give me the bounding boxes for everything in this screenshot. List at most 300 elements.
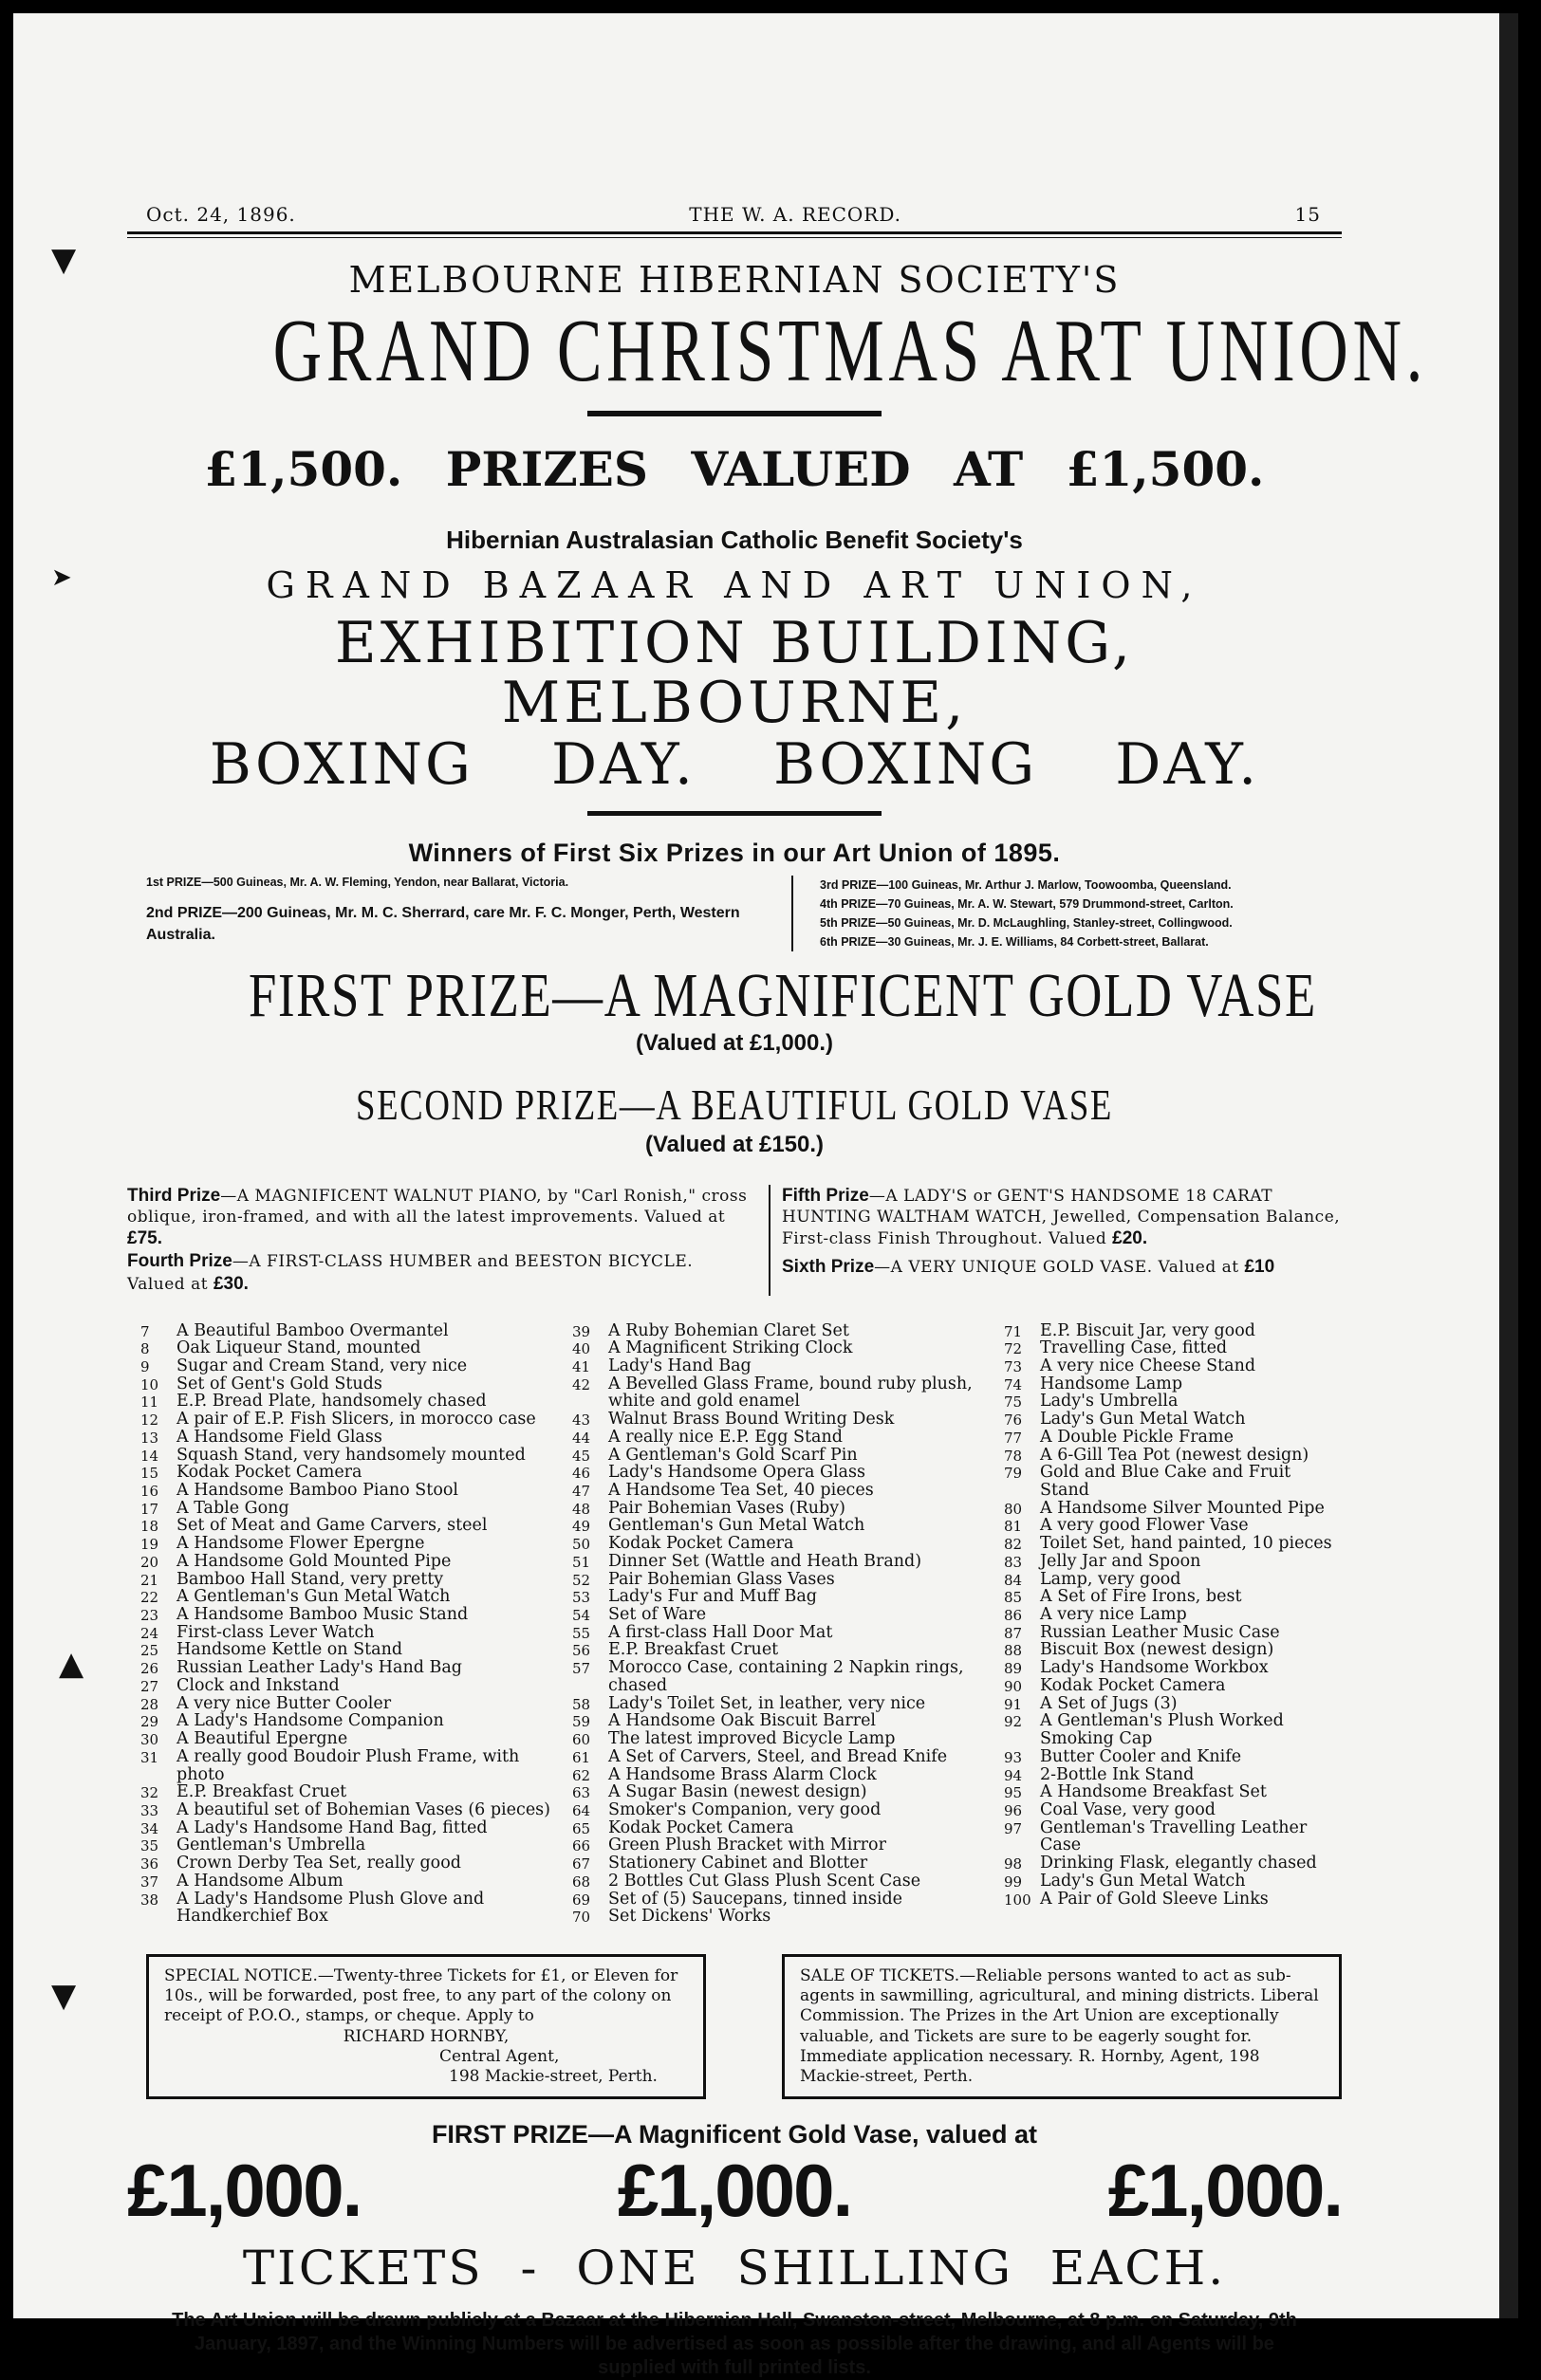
fifth-prize-label: Fifth Prize	[782, 1186, 869, 1207]
prize-item	[572, 1375, 994, 1411]
prize-item-number: 26	[140, 1660, 159, 1678]
prize-item-text: Pair Bohemian Vases (Ruby)	[608, 1498, 845, 1518]
prize-item-text: Lady's Handsome Workbox	[1040, 1658, 1269, 1678]
prize-item-text: Travelling Case, fitted	[1040, 1338, 1228, 1358]
society-title: MELBOURNE HIBERNIAN SOCIETY'S	[348, 259, 1121, 301]
prize-item-number: 87	[1004, 1624, 1023, 1642]
prize-item-text: A Set of Fire Irons, best	[1040, 1587, 1242, 1607]
prize-item-text: Set Dickens' Works	[608, 1907, 771, 1927]
prize-item-number: 10	[140, 1375, 159, 1393]
prize-item-number: 54	[572, 1607, 591, 1625]
prize-item	[572, 1339, 994, 1357]
prize-item-number: 18	[140, 1518, 159, 1536]
prize-item-text: A Gentleman's Plush Worked Smoking Cap	[1040, 1711, 1284, 1749]
prize-item	[140, 1517, 563, 1535]
boxing-day-line: BOXING DAY. BOXING DAY.	[209, 731, 1260, 798]
prize-item-text: Lady's Hand Bag	[608, 1356, 752, 1375]
prize-item-number: 38	[140, 1891, 159, 1909]
prize-item-text: Drinking Flask, elegantly chased	[1040, 1854, 1317, 1873]
prize-item	[140, 1482, 563, 1500]
prize-item-number: 69	[572, 1891, 591, 1909]
prize-item-text: A beautiful set of Bohemian Vases (6 pieces)	[176, 1799, 550, 1819]
winner-fourth: 4th PRIZE—70 Guineas, Mr. A. W. Stewart, 579 Drummond-street, Carlton.	[820, 897, 1234, 911]
main-title: GRAND CHRISTMAS ART UNION.	[272, 302, 1428, 400]
prize-item-number: 36	[140, 1855, 159, 1873]
prize-item-text: A Set of Carvers, Steel, and Bread Knife	[608, 1746, 948, 1766]
prize-item-number: 89	[1004, 1660, 1023, 1678]
prize-item	[572, 1482, 994, 1500]
prize-item	[1004, 1624, 1332, 1642]
prize-item-number: 17	[140, 1500, 159, 1518]
prize-item	[140, 1571, 563, 1589]
prize-item-text: A Gentleman's Gold Scarf Pin	[608, 1445, 858, 1465]
prize-item-text: A Pair of Gold Sleeve Links	[1040, 1889, 1269, 1909]
prize-item-text: Kodak Pocket Camera	[608, 1817, 794, 1837]
prize-item-text: A Bevelled Glass Frame, bound ruby plush, white and gold enamel	[608, 1374, 973, 1411]
prize-item-number: 100	[1004, 1891, 1031, 1909]
prize-item	[140, 1535, 563, 1553]
prize-item-text: Gentleman's Umbrella	[176, 1836, 366, 1855]
prize-item	[140, 1641, 563, 1659]
prize-item	[572, 1500, 994, 1518]
prize-item-text: Gentleman's Travelling Leather Case	[1040, 1817, 1308, 1855]
prize-item	[572, 1766, 994, 1784]
prize-item-number: 58	[572, 1695, 591, 1713]
prize-item-text: Lady's Handsome Opera Glass	[608, 1463, 865, 1483]
third-prize-text: —A MAGNIFICENT WALNUT PIANO, by "Carl Ronish," cross oblique, iron-framed, and with all the latest improvements. Valued at	[127, 1187, 748, 1227]
items-column-3	[1004, 1322, 1342, 1926]
prize-item-number: 31	[140, 1748, 159, 1766]
prize-item	[140, 1873, 563, 1891]
prize-item	[572, 1801, 994, 1819]
items-column-1	[127, 1322, 572, 1926]
prize-item	[572, 1429, 994, 1447]
prize-item	[572, 1464, 994, 1482]
prize-item	[1004, 1748, 1332, 1766]
benefit-society: Hibernian Australasian Catholic Benefit Society's	[446, 526, 1023, 554]
prize-item	[1004, 1677, 1332, 1695]
prize-item-number: 92	[1004, 1713, 1023, 1731]
divider	[587, 811, 882, 816]
prize-item-text: First-class Lever Watch	[176, 1622, 375, 1642]
prize-item	[1004, 1588, 1332, 1606]
prize-item	[140, 1411, 563, 1429]
exhibition-title: EXHIBITION BUILDING, MELBOURNE,	[334, 610, 1135, 736]
sale-of-tickets-notice	[782, 1954, 1342, 2100]
prize-item-text: Squash Stand, very handsomely mounted	[176, 1445, 526, 1465]
prize-item	[1004, 1783, 1332, 1801]
prize-item-text: A pair of E.P. Fish Slicers, in morocco case	[176, 1410, 536, 1430]
prize-item	[140, 1659, 563, 1677]
prize-item-number: 81	[1004, 1518, 1023, 1536]
prize-item-text: Smoker's Companion, very good	[608, 1799, 882, 1819]
fifth-prize	[782, 1185, 1342, 1250]
prize-item	[572, 1588, 994, 1606]
prize-item-number: 85	[1004, 1589, 1023, 1607]
prize-item	[1004, 1891, 1332, 1909]
prize-item-number: 65	[572, 1819, 591, 1837]
prize-item	[140, 1339, 563, 1357]
prize-item-number: 96	[1004, 1801, 1023, 1819]
third-prize	[127, 1185, 755, 1250]
prize-item-text: A very good Flower Vase	[1040, 1516, 1249, 1536]
prize-item-text: E.P. Breakfast Cruet	[176, 1782, 347, 1802]
prize-item-number: 72	[1004, 1340, 1023, 1358]
prize-item-text: Kodak Pocket Camera	[1040, 1675, 1226, 1695]
amount-text: £1,000.	[1107, 2149, 1342, 2233]
prize-item-text: A Lady's Handsome Plush Glove and Handkerchief Box	[176, 1889, 485, 1927]
prize-item-text: Kodak Pocket Camera	[608, 1534, 794, 1554]
prize-item-number: 52	[572, 1571, 591, 1589]
prize-item-text: Walnut Brass Bound Writing Desk	[608, 1410, 895, 1430]
amount-text: £1,000.	[617, 2149, 852, 2233]
prize-item	[140, 1730, 563, 1748]
prize-item-number: 30	[140, 1731, 159, 1749]
prize-item-text: A very nice Lamp	[1040, 1605, 1187, 1625]
prize-item-number: 77	[1004, 1429, 1023, 1447]
prize-item	[572, 1712, 994, 1730]
sixth-prize	[782, 1256, 1342, 1279]
prize-item	[572, 1553, 994, 1571]
tickets-price: TICKETS - ONE SHILLING EACH.	[242, 2241, 1227, 2297]
prize-item-text: A Gentleman's Gun Metal Watch	[176, 1587, 451, 1607]
prize-item	[1004, 1873, 1332, 1891]
prize-item-number: 98	[1004, 1855, 1023, 1873]
prize-item-number: 59	[572, 1713, 591, 1731]
header-paper-title: THE W. A. RECORD.	[689, 203, 902, 226]
prize-item-text: Pair Bohemian Glass Vases	[608, 1569, 835, 1589]
prize-item	[1004, 1712, 1332, 1747]
prize-item-text: Handsome Lamp	[1040, 1374, 1183, 1393]
bazaar-title: GRAND BAZAAR AND ART UNION,	[266, 564, 1203, 606]
third-prize-label: Third Prize	[127, 1186, 221, 1207]
prize-item-text: E.P. Breakfast Cruet	[608, 1640, 779, 1660]
prize-item-text: Russian Leather Music Case	[1040, 1622, 1280, 1642]
prize-item-number: 97	[1004, 1819, 1023, 1837]
prize-item-text: A Handsome Gold Mounted Pipe	[176, 1551, 452, 1571]
prize-item-text: A Magnificent Striking Clock	[608, 1338, 853, 1358]
agent-address: 198 Mackie-street, Perth.	[449, 2067, 658, 2087]
prize-item-text: A Beautiful Bamboo Overmantel	[176, 1320, 449, 1340]
prize-item-number: 82	[1004, 1536, 1023, 1554]
prize-item-number: 16	[140, 1483, 159, 1501]
prize-item	[1004, 1535, 1332, 1553]
prize-item	[140, 1588, 563, 1606]
prize-item-text: A Set of Jugs (3)	[1040, 1693, 1178, 1713]
prize-item	[572, 1873, 994, 1891]
prize-item-number: 94	[1004, 1766, 1023, 1784]
prize-item-text: A Table Gong	[176, 1498, 289, 1518]
prize-item	[572, 1659, 994, 1694]
first-prize-value: (Valued at £1,000.)	[635, 1030, 834, 1057]
prize-item-number: 22	[140, 1589, 159, 1607]
prize-item-number: 40	[572, 1340, 591, 1358]
prize-item	[140, 1464, 563, 1482]
prize-item-number: 45	[572, 1447, 591, 1465]
prize-item-text: Oak Liqueur Stand, mounted	[176, 1338, 421, 1358]
prize-item	[140, 1748, 563, 1783]
prize-item	[140, 1836, 563, 1854]
prize-item	[1004, 1429, 1332, 1447]
prize-item-number: 90	[1004, 1677, 1023, 1695]
prize-item-text: A Lady's Handsome Companion	[176, 1711, 444, 1731]
prize-item	[140, 1783, 563, 1801]
prize-item	[572, 1783, 994, 1801]
prize-item	[1004, 1517, 1332, 1535]
prize-item-number: 55	[572, 1624, 591, 1642]
prize-item-number: 80	[1004, 1500, 1023, 1518]
second-prize-title: SECOND PRIZE—A BEAUTIFUL GOLD VASE	[356, 1080, 1113, 1130]
prize-item	[572, 1624, 994, 1642]
winners-left	[127, 876, 791, 951]
prize-item-number: 24	[140, 1624, 159, 1642]
prize-item	[1004, 1695, 1332, 1713]
prize-item-text: Kodak Pocket Camera	[176, 1463, 362, 1483]
prize-item-text: Russian Leather Lady's Hand Bag	[176, 1658, 462, 1678]
prize-item-text: Set of Gent's Gold Studs	[176, 1374, 382, 1393]
prize-item	[140, 1624, 563, 1642]
prize-item-text: A Handsome Bamboo Piano Stool	[176, 1481, 458, 1501]
prize-item-text: A Handsome Brass Alarm Clock	[608, 1764, 877, 1784]
prize-item	[140, 1429, 563, 1447]
header-rule	[127, 231, 1342, 238]
prize-item-text: E.P. Biscuit Jar, very good	[1040, 1320, 1255, 1340]
prize-item-number: 57	[572, 1660, 591, 1678]
other-prizes	[127, 1185, 1342, 1295]
prize-item-number: 71	[1004, 1322, 1023, 1340]
prize-item	[1004, 1375, 1332, 1393]
prize-item	[1004, 1659, 1332, 1677]
prize-item-text: Lady's Toilet Set, in leather, very nice	[608, 1693, 926, 1713]
prize-item-text: A Handsome Flower Epergne	[176, 1534, 425, 1554]
prize-item	[140, 1712, 563, 1730]
prize-item-number: 95	[1004, 1784, 1023, 1802]
prize-item	[572, 1854, 994, 1873]
prize-item-number: 37	[140, 1873, 159, 1891]
amount-text: £1,000.	[127, 2149, 362, 2233]
prize-item-text: A very nice Cheese Stand	[1040, 1356, 1256, 1375]
prize-item-text: A Handsome Album	[176, 1871, 343, 1891]
prize-item-number: 8	[140, 1340, 150, 1358]
prize-item-number: 14	[140, 1447, 159, 1465]
prize-item-number: 66	[572, 1837, 591, 1855]
sixth-prize-value: £10	[1244, 1257, 1275, 1278]
prize-item-number: 49	[572, 1518, 591, 1536]
pin-mark-icon: ▼	[51, 1977, 77, 2015]
prize-item-number: 99	[1004, 1873, 1023, 1891]
prize-item-text: Handsome Kettle on Stand	[176, 1640, 403, 1660]
prize-item-number: 67	[572, 1855, 591, 1873]
prize-item-number: 70	[572, 1909, 591, 1927]
prize-item-text: A Double Pickle Frame	[1040, 1427, 1234, 1447]
prize-item-number: 73	[1004, 1357, 1023, 1375]
prize-item-number: 61	[572, 1748, 591, 1766]
prize-item	[572, 1819, 994, 1837]
prize-item-number: 20	[140, 1553, 159, 1571]
prize-item-number: 21	[140, 1571, 159, 1589]
agent-role: Central Agent,	[439, 2046, 560, 2066]
prize-item	[572, 1695, 994, 1713]
prize-item-text: Set of (5) Saucepans, tinned inside	[608, 1889, 903, 1909]
prize-item-number: 46	[572, 1465, 591, 1483]
prize-item	[140, 1375, 563, 1393]
prize-item	[1004, 1819, 1332, 1854]
prize-item	[140, 1500, 563, 1518]
prize-item	[572, 1535, 994, 1553]
prize-item-number: 32	[140, 1784, 159, 1802]
winners-heading: Winners of First Six Prizes in our Art Union of 1895.	[408, 839, 1061, 867]
prize-item	[1004, 1801, 1332, 1819]
prize-item-text: A Beautiful Epergne	[176, 1729, 348, 1749]
prize-item-number: 33	[140, 1801, 159, 1819]
prize-item-text: Stationery Cabinet and Blotter	[608, 1854, 868, 1873]
prize-item-text: Green Plush Bracket with Mirror	[608, 1836, 886, 1855]
winner-second: 2nd PRIZE—200 Guineas, Mr. M. C. Sherrard, care Mr. F. C. Monger, Perth, Western Australia.	[146, 905, 740, 944]
prize-item-number: 41	[572, 1357, 591, 1375]
prize-item	[1004, 1571, 1332, 1589]
prize-item	[140, 1393, 563, 1411]
footer-amounts	[127, 2149, 1342, 2233]
advertisement	[127, 203, 1428, 2380]
prize-item-number: 7	[140, 1322, 150, 1340]
prize-item-text: A Handsome Tea Set, 40 pieces	[608, 1481, 874, 1501]
pin-mark-icon: ▲	[59, 1645, 84, 1683]
items-column-2	[572, 1322, 1004, 1926]
header-date: Oct. 24, 1896.	[146, 203, 296, 226]
prize-item	[572, 1322, 994, 1340]
prize-item	[1004, 1854, 1332, 1873]
prize-item-text: Sugar and Cream Stand, very nice	[176, 1356, 468, 1375]
prize-item	[1004, 1464, 1332, 1499]
prize-item-number: 27	[140, 1677, 159, 1695]
prize-item-number: 19	[140, 1536, 159, 1554]
prize-item	[572, 1730, 994, 1748]
prize-item-number: 48	[572, 1500, 591, 1518]
prize-item-number: 93	[1004, 1748, 1023, 1766]
prize-item	[572, 1571, 994, 1589]
prize-item-number: 11	[140, 1393, 159, 1411]
sale-of-tickets-text: SALE OF TICKETS.—Reliable persons wanted to act as sub-agents in sawmilling, agricultural, and mining districts. Liberal Commission. The Prizes in the Art Union are exceptionally valuable, and Tickets are sure to be eagerly sought for. Immediate application necessary. R. Hornby, Agent, 198 Mackie-street, Perth.	[800, 1965, 1319, 2087]
prize-item-text: A Handsome Bamboo Music Stand	[176, 1605, 469, 1625]
special-notice	[146, 1954, 706, 2100]
third-prize-value: £75.	[127, 1228, 162, 1249]
prizes-right	[770, 1185, 1342, 1295]
divider	[587, 411, 882, 416]
prize-item	[140, 1322, 563, 1340]
prize-item	[572, 1641, 994, 1659]
prize-item-number: 86	[1004, 1607, 1023, 1625]
prize-item-text: A really nice E.P. Egg Stand	[608, 1427, 843, 1447]
prize-item-number: 75	[1004, 1393, 1023, 1411]
winner-first: 1st PRIZE—500 Guineas, Mr. A. W. Fleming, Yendon, near Ballarat, Victoria.	[146, 876, 569, 889]
prize-item-text: The latest improved Bicycle Lamp	[608, 1729, 896, 1749]
prize-item-text: Lady's Gun Metal Watch	[1040, 1871, 1246, 1891]
prize-item-text: Biscuit Box (newest design)	[1040, 1640, 1274, 1660]
prize-item-text: A Lady's Handsome Hand Bag, fitted	[176, 1817, 488, 1837]
prize-item	[1004, 1553, 1332, 1571]
prize-item	[572, 1836, 994, 1854]
prize-item	[1004, 1447, 1332, 1465]
prize-item	[572, 1908, 994, 1926]
fourth-prize-value: £30.	[213, 1273, 249, 1294]
fifth-prize-value: £20.	[1112, 1228, 1148, 1249]
prize-item	[140, 1447, 563, 1465]
prize-item-number: 15	[140, 1465, 159, 1483]
pin-mark-icon: ➤	[51, 563, 72, 592]
prize-item-number: 44	[572, 1429, 591, 1447]
prize-item-number: 42	[572, 1375, 591, 1393]
prize-item-text: E.P. Bread Plate, handsomely chased	[176, 1392, 487, 1411]
winner-fifth: 5th PRIZE—50 Guineas, Mr. D. McLaughling, Stanley-street, Collingwood.	[820, 916, 1233, 930]
sixth-prize-text: —A VERY UNIQUE GOLD VASE. Valued at	[874, 1258, 1245, 1278]
prize-item-number: 76	[1004, 1411, 1023, 1430]
prize-item-number: 53	[572, 1589, 591, 1607]
first-prize-title: FIRST PRIZE—A MAGNIFICENT GOLD VASE	[249, 961, 1317, 1030]
prize-item	[572, 1447, 994, 1465]
pin-mark-icon: ▼	[51, 241, 77, 279]
prize-item-text: A Handsome Breakfast Set	[1040, 1782, 1267, 1802]
prize-item-number: 28	[140, 1695, 159, 1713]
prize-item	[1004, 1357, 1332, 1375]
prize-item-number: 64	[572, 1801, 591, 1819]
prize-item	[140, 1553, 563, 1571]
prize-item-text: Lady's Fur and Muff Bag	[608, 1587, 817, 1607]
second-prize-value: (Valued at £150.)	[644, 1132, 825, 1158]
drawing-notice: The Art Union will be drawn publicly at a Bazaar at the Hibernian Hall, Swanston-street, Melbourne, at 8 p.m. on Saturday, 9th January, 1897, and the Winning Numbers will be advertised as soon as possible after the drawing, and all Agents will be supplied with full printed lists.	[172, 2310, 1297, 2379]
prize-item-number: 12	[140, 1411, 159, 1430]
prize-item	[572, 1517, 994, 1535]
prize-item-number: 78	[1004, 1447, 1023, 1465]
prize-item	[1004, 1606, 1332, 1624]
prize-item	[140, 1606, 563, 1624]
prize-item-text: A Sugar Basin (newest design)	[608, 1782, 867, 1802]
prize-item	[1004, 1393, 1332, 1411]
prize-item-number: 43	[572, 1411, 591, 1430]
prize-item-text: Gentleman's Gun Metal Watch	[608, 1516, 865, 1536]
prize-item-text: Coal Vase, very good	[1040, 1799, 1216, 1819]
prize-item-number: 34	[140, 1819, 159, 1837]
fourth-prize-text: —A FIRST-CLASS HUMBER and BEESTON BICYCLE. Valued at	[127, 1252, 694, 1294]
prize-item	[572, 1357, 994, 1375]
prize-item-number: 60	[572, 1731, 591, 1749]
prize-item-text: 2 Bottles Cut Glass Plush Scent Case	[608, 1871, 921, 1891]
prize-item-number: 25	[140, 1642, 159, 1660]
prize-item-text: Bamboo Hall Stand, very pretty	[176, 1569, 444, 1589]
prize-item-text: Set of Meat and Game Carvers, steel	[176, 1516, 488, 1536]
prizes-value-line: £1,500. PRIZES VALUED AT £1,500.	[204, 441, 1265, 497]
footer-first-prize: FIRST PRIZE—A Magnificent Gold Vase, valued at	[431, 2120, 1038, 2149]
prize-item	[140, 1695, 563, 1713]
prize-item-text: A Ruby Bohemian Claret Set	[608, 1320, 849, 1340]
prize-item-number: 74	[1004, 1375, 1023, 1393]
special-notice-text: SPECIAL NOTICE.—Twenty-three Tickets for £1, or Eleven for 10s., will be forwarded, post free, to any part of the colony on receipt of P.O.O., stamps, or cheque. Apply to	[164, 1965, 678, 2026]
prize-item	[1004, 1411, 1332, 1429]
prize-item-number: 88	[1004, 1642, 1023, 1660]
prize-item-text: Toilet Set, hand painted, 10 pieces	[1040, 1534, 1332, 1554]
prize-item	[140, 1819, 563, 1837]
prize-item-text: A Handsome Oak Biscuit Barrel	[608, 1711, 877, 1731]
prize-item-number: 91	[1004, 1695, 1023, 1713]
prize-item-number: 35	[140, 1837, 159, 1855]
winners-right	[791, 876, 1342, 951]
prize-item	[572, 1891, 994, 1909]
prize-item-number: 29	[140, 1713, 159, 1731]
prize-item-number: 13	[140, 1429, 159, 1447]
prize-item-text: Morocco Case, containing 2 Napkin rings, chased	[608, 1658, 964, 1695]
prize-item-text: A first-class Hall Door Mat	[608, 1622, 833, 1642]
prize-items	[127, 1322, 1342, 1926]
header-page-number: 15	[1294, 203, 1321, 226]
